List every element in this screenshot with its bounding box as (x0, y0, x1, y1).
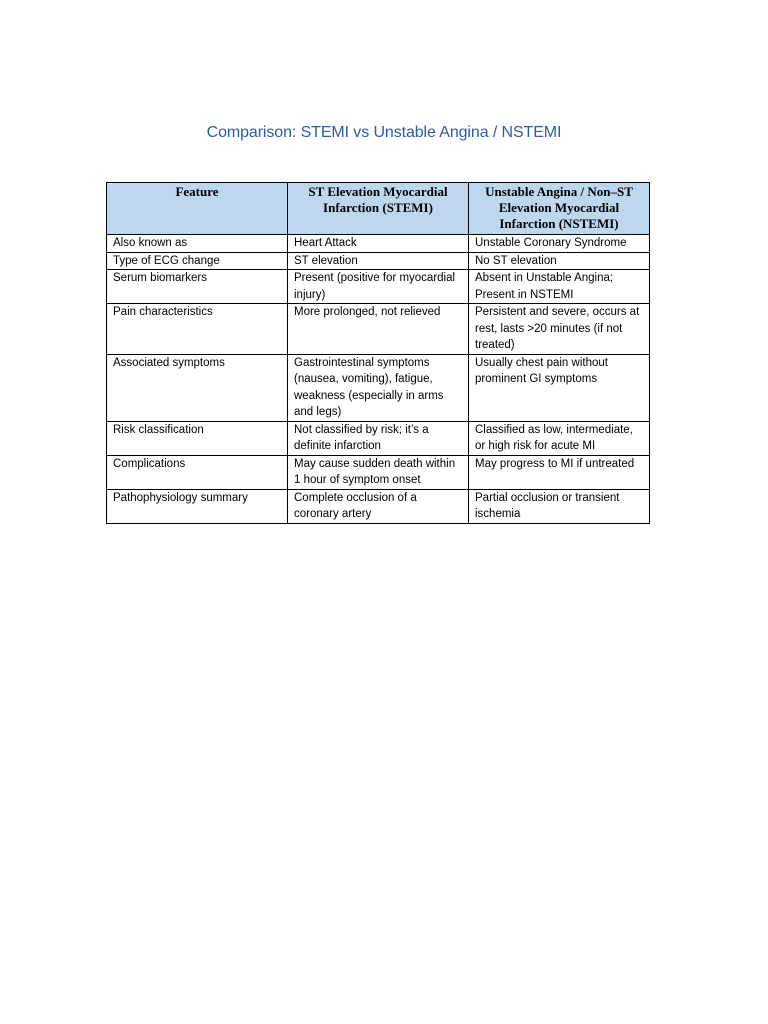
cell-stemi: Heart Attack (288, 235, 469, 253)
cell-nstemi: Classified as low, intermediate, or high risk for acute MI (469, 421, 650, 455)
cell-stemi: Not classified by risk; it’s a definite infarction (288, 421, 469, 455)
cell-nstemi: Unstable Coronary Syndrome (469, 235, 650, 253)
table-row (107, 421, 650, 455)
cell-nstemi: Usually chest pain without prominent GI symptoms (469, 354, 650, 421)
table-row (107, 304, 650, 355)
cell-feature: Type of ECG change (107, 252, 288, 270)
comparison-table (106, 182, 650, 524)
cell-stemi: May cause sudden death within 1 hour of symptom onset (288, 455, 469, 489)
table-header-row (107, 183, 650, 235)
document-title: Comparison: STEMI vs Unstable Angina / NSTEMI (206, 124, 562, 141)
cell-stemi: Present (positive for myocardial injury) (288, 270, 469, 304)
cell-feature: Risk classification (107, 421, 288, 455)
cell-stemi: Complete occlusion of a coronary artery (288, 489, 469, 523)
header-stemi: ST Elevation Myocardial Infarction (STEMI) (288, 183, 469, 235)
cell-feature: Serum biomarkers (107, 270, 288, 304)
cell-stemi: More prolonged, not relieved (288, 304, 469, 355)
cell-nstemi: No ST elevation (469, 252, 650, 270)
cell-feature: Pathophysiology summary (107, 489, 288, 523)
cell-feature: Complications (107, 455, 288, 489)
table-row (107, 270, 650, 304)
table-row (107, 252, 650, 270)
cell-stemi: ST elevation (288, 252, 469, 270)
cell-nstemi: May progress to MI if untreated (469, 455, 650, 489)
cell-feature: Also known as (107, 235, 288, 253)
table-row (107, 489, 650, 523)
table-row (107, 235, 650, 253)
cell-nstemi: Partial occlusion or transient ischemia (469, 489, 650, 523)
header-nstemi: Unstable Angina / Non–ST Elevation Myocardial Infarction (NSTEMI) (469, 183, 650, 235)
table-row (107, 354, 650, 421)
cell-nstemi: Persistent and severe, occurs at rest, lasts >20 minutes (if not treated) (469, 304, 650, 355)
cell-feature: Pain characteristics (107, 304, 288, 355)
cell-nstemi: Absent in Unstable Angina; Present in NSTEMI (469, 270, 650, 304)
cell-stemi: Gastrointestinal symptoms (nausea, vomiting), fatigue, weakness (especially in arms and legs) (288, 354, 469, 421)
header-feature: Feature (107, 183, 288, 235)
cell-feature: Associated symptoms (107, 354, 288, 421)
table-row (107, 455, 650, 489)
